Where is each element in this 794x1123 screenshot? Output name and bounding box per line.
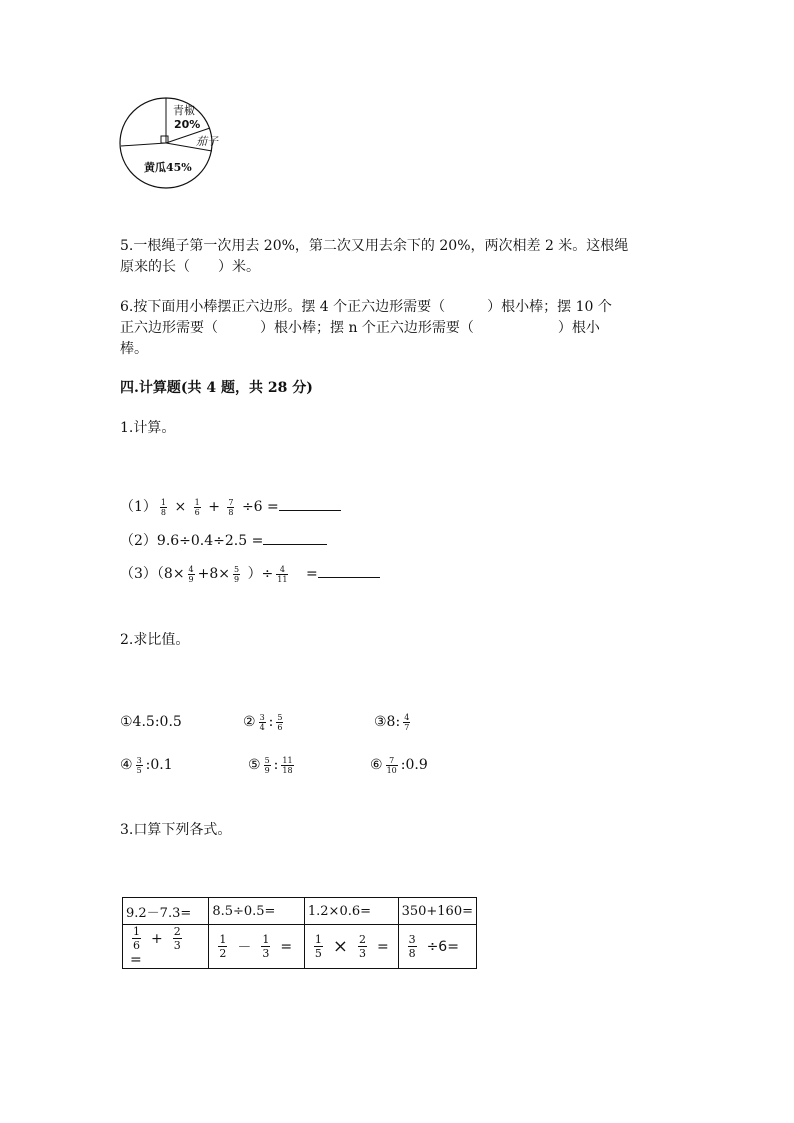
item1-prefix: （1） xyxy=(120,499,157,515)
ratio-6: ⑥ $\frac{7}{10}$ :0.9 xyxy=(370,755,428,775)
table-cell: $\frac{1}{2}$ － $\frac{1}{3}$ = xyxy=(209,925,305,969)
table-cell: 8.5÷0.5= xyxy=(209,898,305,925)
fraction: $\frac{4}{11}$ xyxy=(277,564,288,584)
ratio-3: ③8: $\frac{4}{7}$ xyxy=(374,712,410,732)
mental-math-table xyxy=(122,897,477,969)
table-cell: 350+160= xyxy=(398,898,476,925)
item3-mid: +8× xyxy=(197,566,231,582)
fraction: $\frac{7}{8}$ xyxy=(228,497,234,517)
fraction: $\frac{4}{7}$ xyxy=(404,712,410,732)
fraction: $\frac{2}{3}$ xyxy=(358,933,366,960)
fraction: $\frac{4}{9}$ xyxy=(188,564,194,584)
table-row xyxy=(123,925,477,969)
operator: × xyxy=(174,499,187,515)
table-cell: $\frac{1}{6}$ + $\frac{2}{3}$ = xyxy=(123,925,209,969)
table-cell: 1.2×0.6= xyxy=(304,898,398,925)
pie-divider-huanggua xyxy=(121,143,166,146)
calc1-item3 xyxy=(120,563,380,585)
fraction: $\frac{1}{5}$ xyxy=(314,933,322,960)
fraction: $\frac{1}{6}$ xyxy=(194,497,200,517)
table-cell: 9.2－7.3= xyxy=(123,898,209,925)
item3-prefix: （3）（8× xyxy=(120,566,185,582)
answer-blank[interactable] xyxy=(263,530,327,545)
fraction: $\frac{5}{6}$ xyxy=(277,712,283,732)
item3-close: ）÷ xyxy=(247,566,274,582)
pie-label-qiezi: 茄子 xyxy=(196,135,218,148)
calc1-item1 xyxy=(120,496,341,518)
table-cell: $\frac{1}{5}$ × $\frac{2}{3}$ = xyxy=(304,925,398,969)
calc3-title: 3.口算下列各式。 xyxy=(120,822,232,838)
q6-line1: 6.按下面用小棒摆正六边形。摆 4 个正六边形需要（ ）根小棒；摆 10 个 xyxy=(120,299,612,315)
ratio-5: ⑤ $\frac{5}{9}$ : $\frac{11}{18}$ xyxy=(248,755,293,775)
fraction: $\frac{5}{9}$ xyxy=(234,564,240,584)
fraction: $\frac{1}{6}$ xyxy=(133,925,140,952)
q6-line2: 正六边形需要（ ）根小棒；摆 n 个正六边形需要（ ）根小 xyxy=(120,320,600,336)
fraction: $\frac{3}{4}$ xyxy=(259,712,265,732)
calc1-title: 1.计算。 xyxy=(120,420,176,436)
pie-label-qingjiao: 青椒 xyxy=(173,104,195,117)
item1-rest: ÷6 = xyxy=(241,499,279,515)
fraction: $\frac{7}{10}$ xyxy=(386,755,397,775)
right-angle-marker xyxy=(161,136,168,143)
ratio-2: ② $\frac{3}{4}$ : $\frac{5}{6}$ xyxy=(243,712,283,732)
fraction: $\frac{5}{9}$ xyxy=(264,755,270,775)
fraction: $\frac{1}{2}$ xyxy=(219,933,227,960)
q6-line3: 棒。 xyxy=(120,341,148,357)
fraction: $\frac{1}{8}$ xyxy=(160,497,167,517)
q5-line2: 原来的长（ ）米。 xyxy=(120,259,260,275)
fraction: $\frac{11}{18}$ xyxy=(282,755,293,775)
fraction: $\frac{2}{3}$ xyxy=(173,925,181,952)
calc2-title: 2.求比值。 xyxy=(120,632,190,648)
ratio-1: ①4.5:0.5 xyxy=(120,714,182,730)
operator: + xyxy=(208,499,220,515)
section-title: 四.计算题(共 4 题，共 28 分) xyxy=(120,380,313,396)
q5-line1: 5.一根绳子第一次用去 20%，第二次又用去余下的 20%，两次相差 2 米。这根绳 xyxy=(120,238,629,254)
item2-text: （2）9.6÷0.4÷2.5 = xyxy=(120,533,264,549)
pie-label-huanggua: 黄瓜45% xyxy=(144,161,192,174)
calc1-item2 xyxy=(120,530,327,552)
table-row xyxy=(123,898,477,925)
pie-label-qingjiao-pct: 20% xyxy=(174,118,201,131)
fraction: $\frac{3}{8}$ xyxy=(408,933,416,960)
item3-eq: = xyxy=(305,566,318,582)
fraction: $\frac{1}{3}$ xyxy=(262,933,270,960)
fraction: $\frac{3}{5}$ xyxy=(136,755,142,775)
answer-blank[interactable] xyxy=(279,496,341,511)
table-cell: $\frac{3}{8}$ ÷6= xyxy=(398,925,476,969)
answer-blank[interactable] xyxy=(318,563,380,578)
ratio-4: ④ $\frac{3}{5}$ :0.1 xyxy=(120,755,173,775)
